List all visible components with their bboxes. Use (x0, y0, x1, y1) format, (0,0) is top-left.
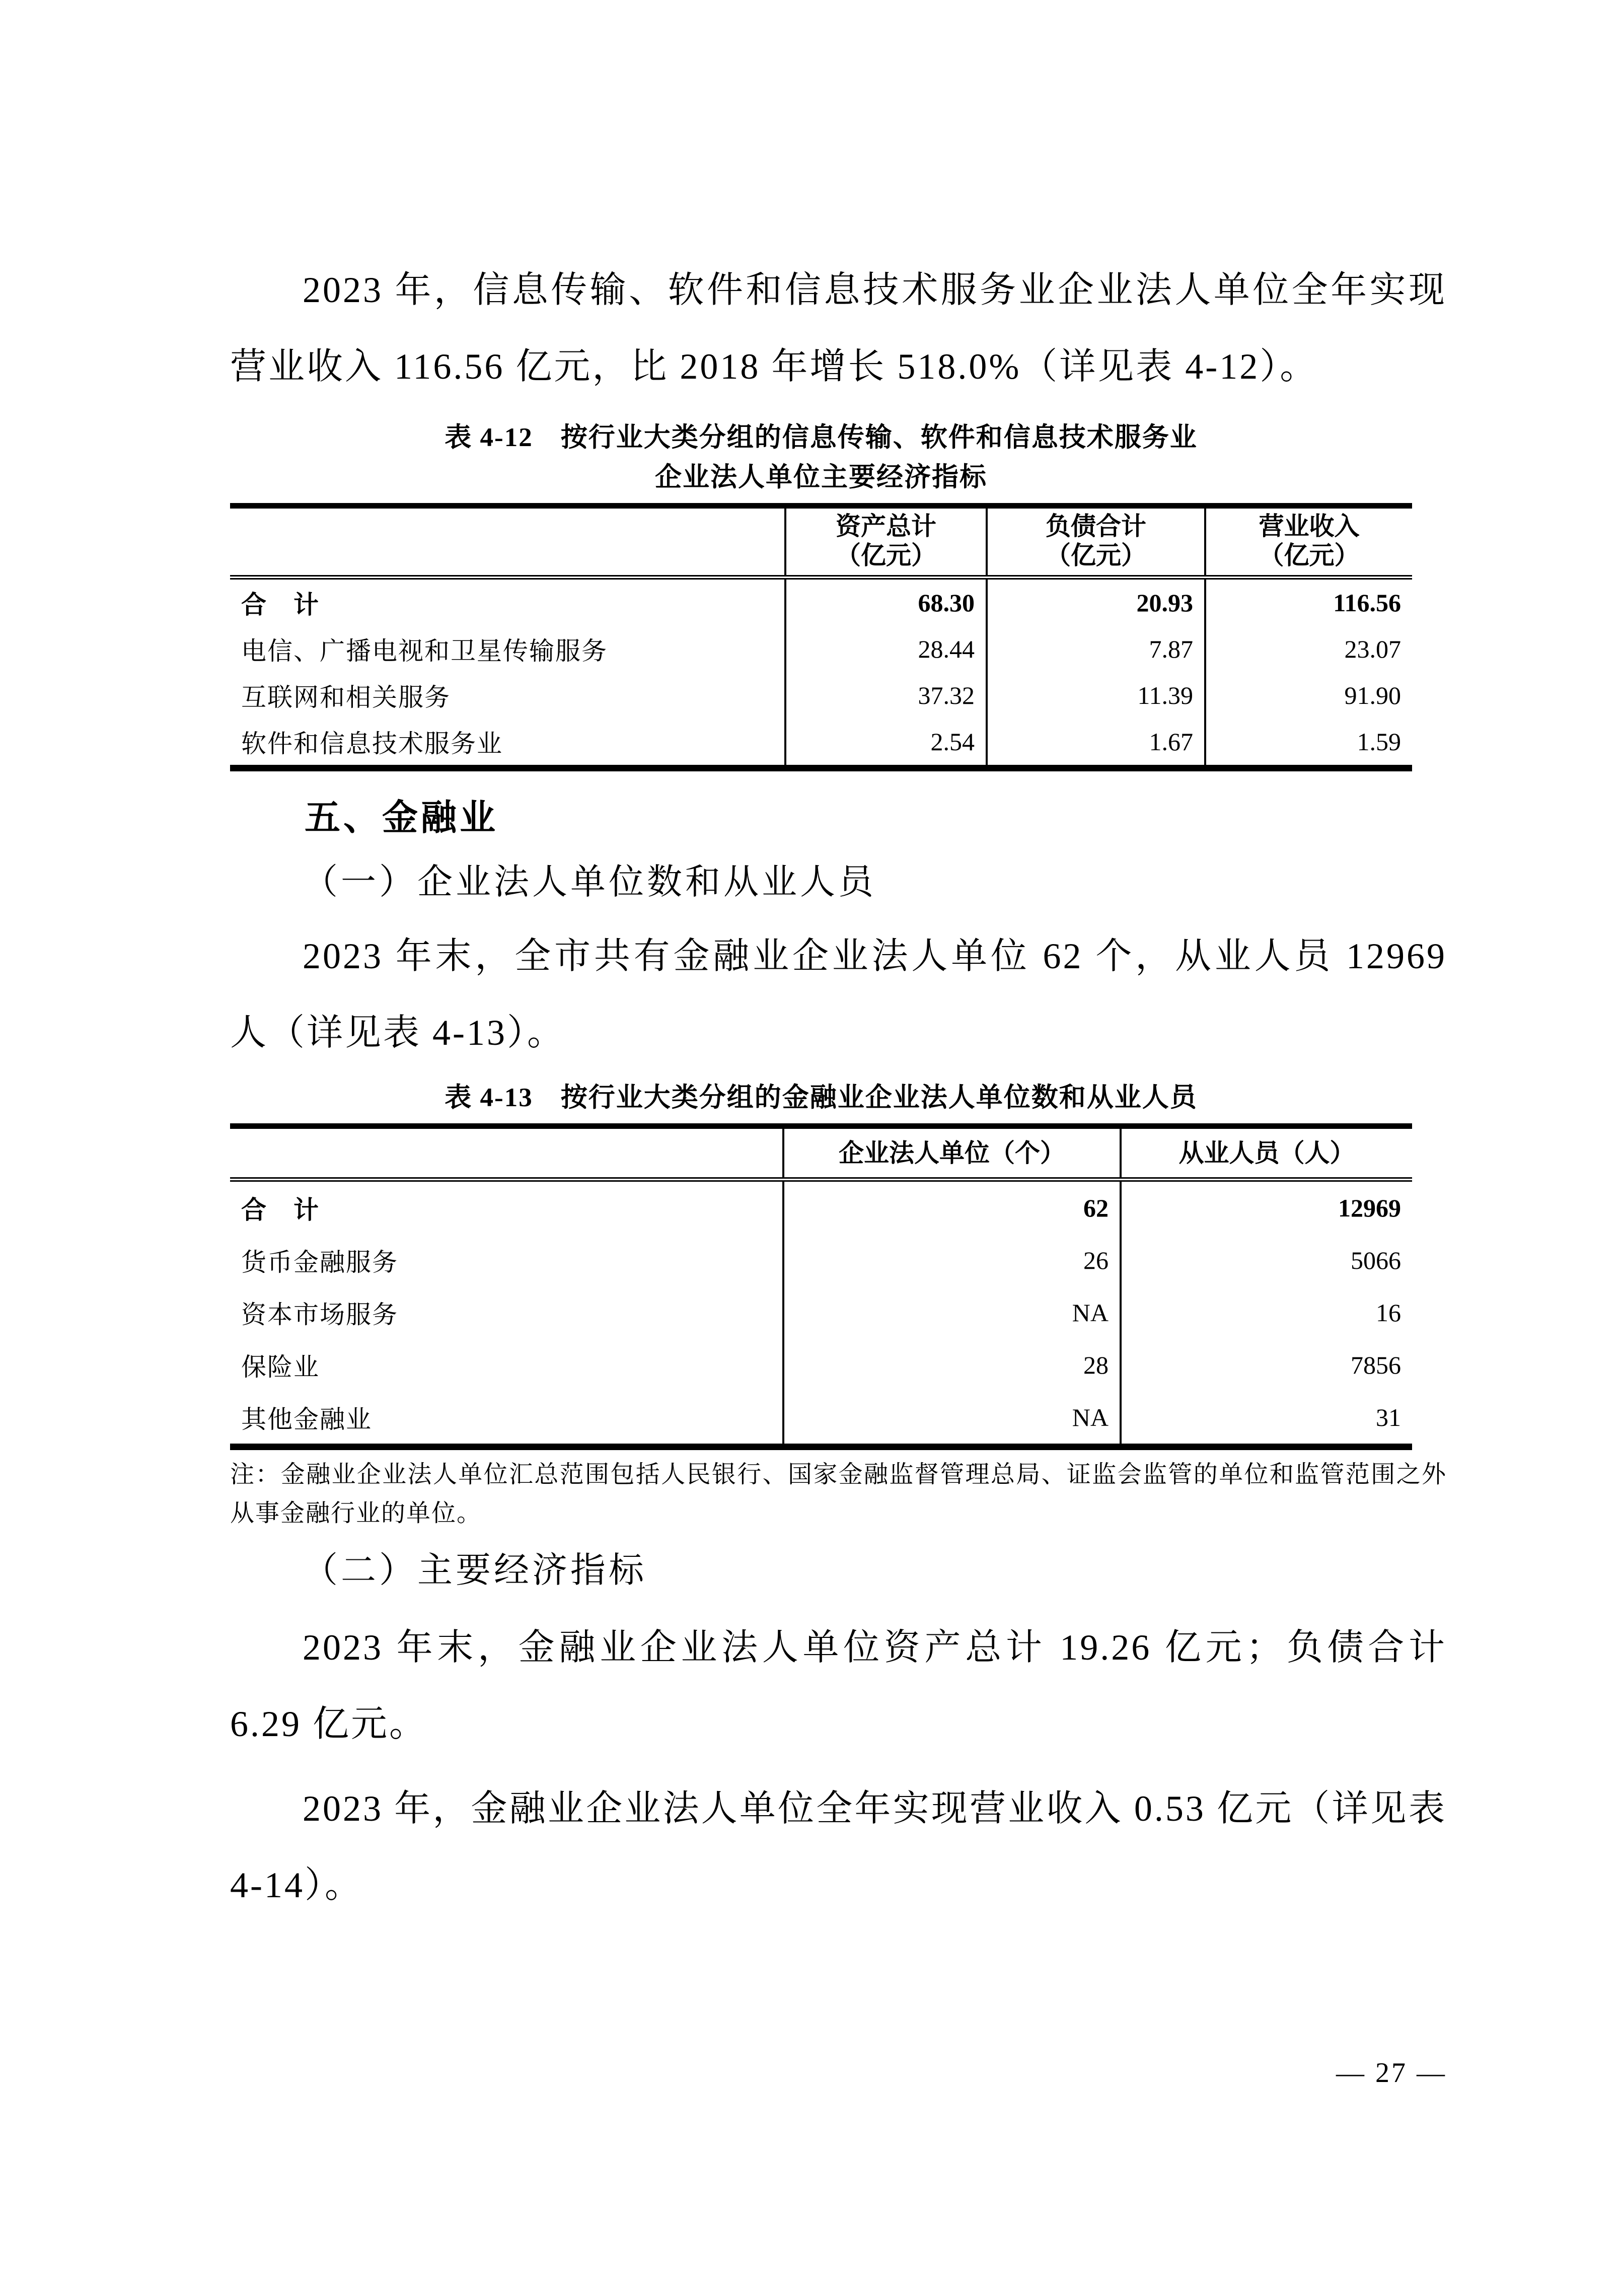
table-4-12-title-line1: 表 4-12 按行业大类分组的信息传输、软件和信息技术服务业 (445, 423, 1198, 452)
header-assets-unit: （亿元） (836, 541, 936, 569)
header-empty (230, 1126, 783, 1180)
table-row-other-finance (230, 1391, 1412, 1447)
header-revenue-unit: （亿元） (1259, 541, 1360, 569)
cell-employees: 5066 (1121, 1234, 1412, 1286)
cell-units: NA (783, 1286, 1121, 1339)
cell-label: 资本市场服务 (241, 1301, 398, 1329)
cell-label: 其他金融业 (241, 1405, 372, 1433)
header-assets-label: 资产总计 (836, 512, 936, 540)
table-4-12 (230, 503, 1412, 771)
table-row-capital-market (230, 1286, 1412, 1339)
cell-label: 货币金融服务 (241, 1248, 398, 1276)
document-body (230, 0, 1447, 1923)
paragraph-it-revenue: 2023 年，信息传输、软件和信息技术服务业企业法人单位全年实现营业收入 116.56 亿元，比 2018 年增长 518.0%（详见表 4-12）。 (230, 270, 1447, 387)
paragraph-finance-assets: 2023 年末，金融业企业法人单位资产总计 19.26 亿元；负债合计 6.29 亿元。 (230, 1627, 1447, 1744)
subsection-2-heading: （二）主要经济指标 (303, 1551, 647, 1590)
section-heading-finance: 五、金融业 (305, 798, 499, 838)
cell-label: 保险业 (241, 1353, 320, 1381)
header-liabilities-label: 负债合计 (1046, 512, 1146, 540)
cell-employees: 31 (1121, 1391, 1412, 1447)
header-legal-units: 企业法人单位（个） (783, 1126, 1121, 1180)
header-employees: 从业人员（人） (1121, 1126, 1412, 1180)
cell-label: 电信、广播电视和卫星传输服务 (241, 637, 608, 665)
cell-assets: 28.44 (785, 626, 987, 672)
cell-revenue: 1.59 (1205, 719, 1412, 768)
cell-assets: 2.54 (785, 719, 987, 768)
table-4-13-header-row (230, 1126, 1412, 1180)
cell-revenue: 116.56 (1205, 578, 1412, 626)
cell-liabilities: 20.93 (987, 578, 1205, 626)
cell-employees: 12969 (1121, 1180, 1412, 1235)
paragraph-finance-revenue: 2023 年，金融业企业法人单位全年实现营业收入 0.53 亿元（详见表 4-14）。 (230, 1788, 1447, 1905)
cell-label: 合 计 (241, 591, 320, 619)
table-4-12-title (230, 418, 1412, 497)
table-4-13-note: 注：金融业企业法人单位汇总范围包括人民银行、国家金融监督管理总局、证监会监管的单位和监管范围之外从事金融行业的单位。 (230, 1461, 1447, 1527)
cell-liabilities: 11.39 (987, 672, 1205, 719)
cell-label: 合 计 (241, 1196, 320, 1224)
header-empty (230, 506, 785, 578)
header-revenue (1205, 506, 1412, 578)
cell-employees: 16 (1121, 1286, 1412, 1339)
table-row-total (230, 1180, 1412, 1235)
cell-assets: 68.30 (785, 578, 987, 626)
table-row-monetary (230, 1234, 1412, 1286)
table-4-12-header-row (230, 506, 1412, 578)
cell-revenue: 23.07 (1205, 626, 1412, 672)
cell-liabilities: 7.87 (987, 626, 1205, 672)
table-row-software (230, 719, 1412, 768)
header-revenue-label: 营业收入 (1259, 512, 1360, 540)
table-row-insurance (230, 1339, 1412, 1391)
cell-units: NA (783, 1391, 1121, 1447)
paragraph-finance-units: 2023 年末，全市共有金融业企业法人单位 62 个，从业人员 12969 人（详见表 4-13）。 (230, 936, 1447, 1053)
table-4-13-title: 表 4-13 按行业大类分组的金融业企业法人单位数和从业人员 (445, 1083, 1198, 1112)
cell-label: 互联网和相关服务 (241, 683, 451, 711)
cell-units: 62 (783, 1180, 1121, 1235)
cell-employees: 7856 (1121, 1339, 1412, 1391)
cell-units: 28 (783, 1339, 1121, 1391)
cell-units: 26 (783, 1234, 1121, 1286)
table-4-12-title-line2: 企业法人单位主要经济指标 (655, 463, 987, 492)
header-assets (785, 506, 987, 578)
cell-revenue: 91.90 (1205, 672, 1412, 719)
table-4-13 (230, 1123, 1412, 1450)
table-row-telecom (230, 626, 1412, 672)
cell-label: 软件和信息技术服务业 (241, 730, 503, 758)
page-number: — 27 — (1336, 2057, 1447, 2089)
cell-liabilities: 1.67 (987, 719, 1205, 768)
cell-assets: 37.32 (785, 672, 987, 719)
subsection-1-heading: （一）企业法人单位数和从业人员 (303, 863, 876, 902)
header-liabilities (987, 506, 1205, 578)
table-row-total (230, 578, 1412, 626)
table-row-internet (230, 672, 1412, 719)
header-liabilities-unit: （亿元） (1046, 541, 1146, 569)
